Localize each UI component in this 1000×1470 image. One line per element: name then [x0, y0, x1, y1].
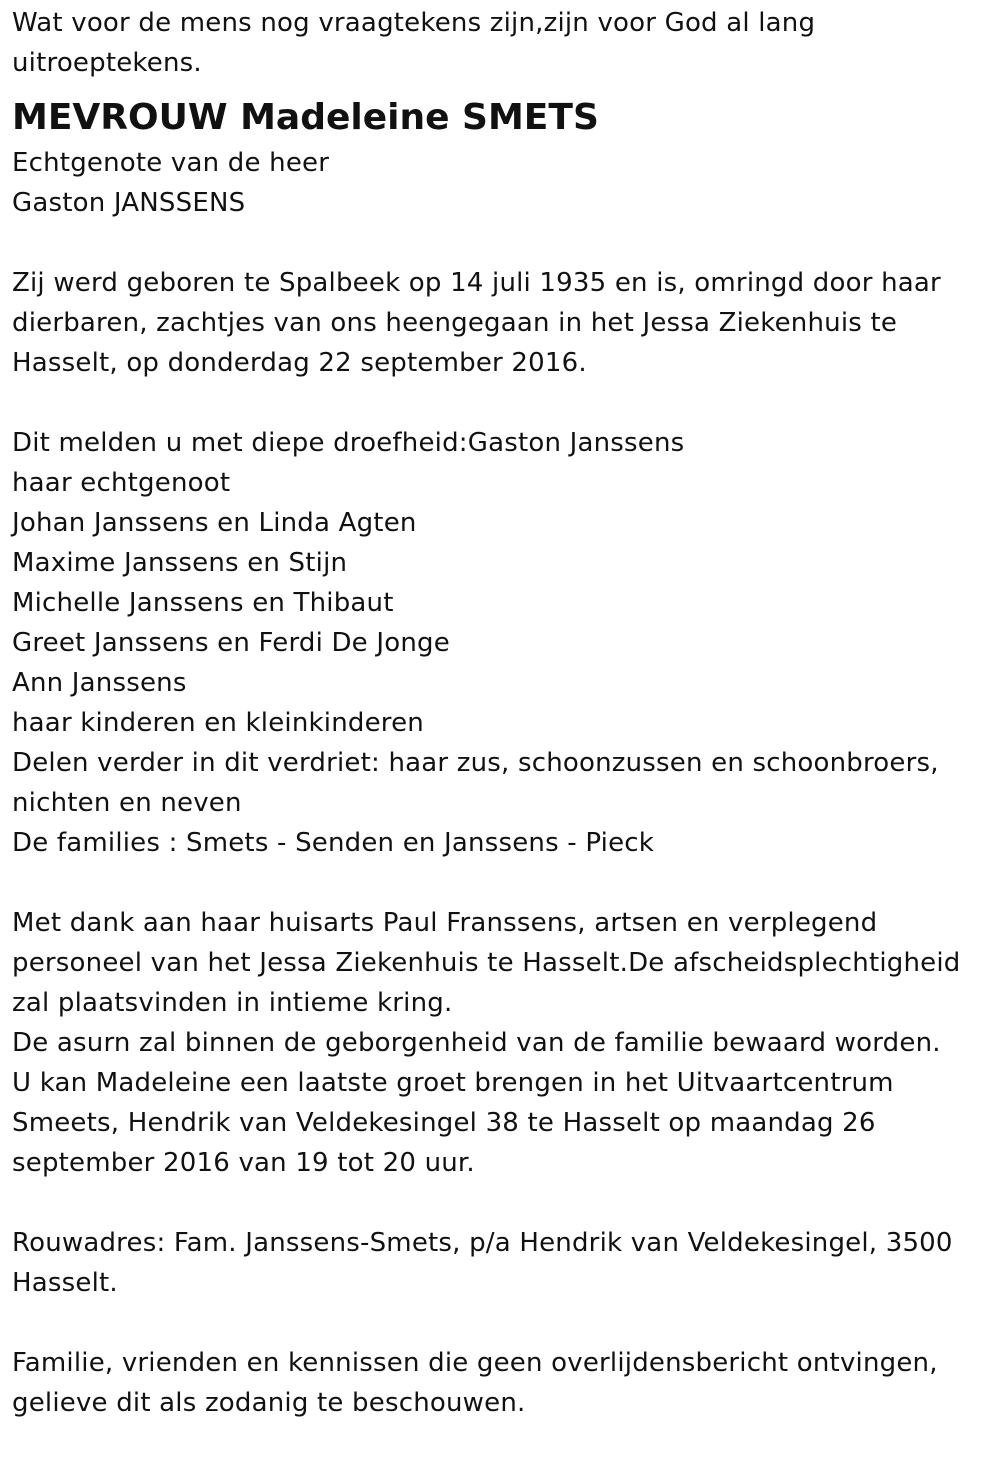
- paragraph-gap: [12, 1183, 988, 1223]
- quote-section: [12, 3, 988, 83]
- address-line: Hasselt.: [12, 1268, 118, 1298]
- mourner-line: Michelle Janssens en Thibaut: [12, 588, 394, 618]
- paragraph-line: Hasselt, op donderdag 22 september 2016.: [12, 348, 587, 378]
- paragraph-gap: [12, 1303, 988, 1343]
- paragraph-line: Smeets, Hendrik van Veldekesingel 38 te Hasselt op maandag 26: [12, 1108, 876, 1138]
- closing-paragraph: [12, 1343, 988, 1423]
- mourning-address: [12, 1223, 988, 1303]
- mourner-line: De families : Smets - Senden en Janssens - Pieck: [12, 828, 655, 858]
- mourner-line: Ann Janssens: [12, 668, 187, 698]
- closing-line: gelieve dit als zodanig te beschouwen.: [12, 1388, 526, 1418]
- paragraph-line: Zij werd geboren te Spalbeek op 14 juli 1935 en is, omringd door haar: [12, 268, 941, 298]
- address-line: Rouwadres: Fam. Janssens-Smets, p/a Hendrik van Veldekesingel, 3500: [12, 1228, 953, 1258]
- quote-line: Wat voor de mens nog vraagtekens zijn,zijn voor God al lang: [12, 8, 816, 38]
- mourner-line: haar kinderen en kleinkinderen: [12, 708, 424, 738]
- paragraph-line: Met dank aan haar huisarts Paul Franssens, artsen en verplegend: [12, 908, 878, 938]
- spouse-line: Echtgenote van de heer: [12, 148, 330, 178]
- paragraph-gap: [12, 223, 988, 263]
- mourner-line: Greet Janssens en Ferdi De Jonge: [12, 628, 450, 658]
- mourner-line: nichten en neven: [12, 788, 242, 818]
- birth-death-paragraph: [12, 263, 988, 383]
- paragraph-line: personeel van het Jessa Ziekenhuis te Hasselt.De afscheidsplechtigheid: [12, 948, 961, 978]
- paragraph-gap: [12, 383, 988, 423]
- mourner-line: Dit melden u met diepe droefheid:Gaston Janssens: [12, 428, 685, 458]
- paragraph-line: De asurn zal binnen de geborgenheid van de familie bewaard worden.: [12, 1028, 941, 1058]
- paragraph-line: dierbaren, zachtjes van ons heengegaan in het Jessa Ziekenhuis te: [12, 308, 898, 338]
- mourner-line: haar echtgenoot: [12, 468, 231, 498]
- thanks-ceremony-paragraph: [12, 903, 988, 1183]
- paragraph-line: zal plaatsvinden in intieme kring.: [12, 988, 453, 1018]
- paragraph-gap: [12, 863, 988, 903]
- closing-line: Familie, vrienden en kennissen die geen overlijdensbericht ontvingen,: [12, 1348, 938, 1378]
- mourner-line: Delen verder in dit verdriet: haar zus, schoonzussen en schoonbroers,: [12, 748, 939, 778]
- spouse-line: Gaston JANSSENS: [12, 188, 246, 218]
- spouse-section: [12, 143, 988, 223]
- mourners-list: [12, 423, 988, 863]
- deceased-name-heading: MEVROUW Madeleine SMETS: [12, 97, 599, 138]
- paragraph-line: september 2016 van 19 tot 20 uur.: [12, 1148, 475, 1178]
- mourner-line: Maxime Janssens en Stijn: [12, 548, 348, 578]
- quote-line: uitroeptekens.: [12, 48, 202, 78]
- mourner-line: Johan Janssens en Linda Agten: [12, 508, 417, 538]
- paragraph-line: U kan Madeleine een laatste groet brengen in het Uitvaartcentrum: [12, 1068, 894, 1098]
